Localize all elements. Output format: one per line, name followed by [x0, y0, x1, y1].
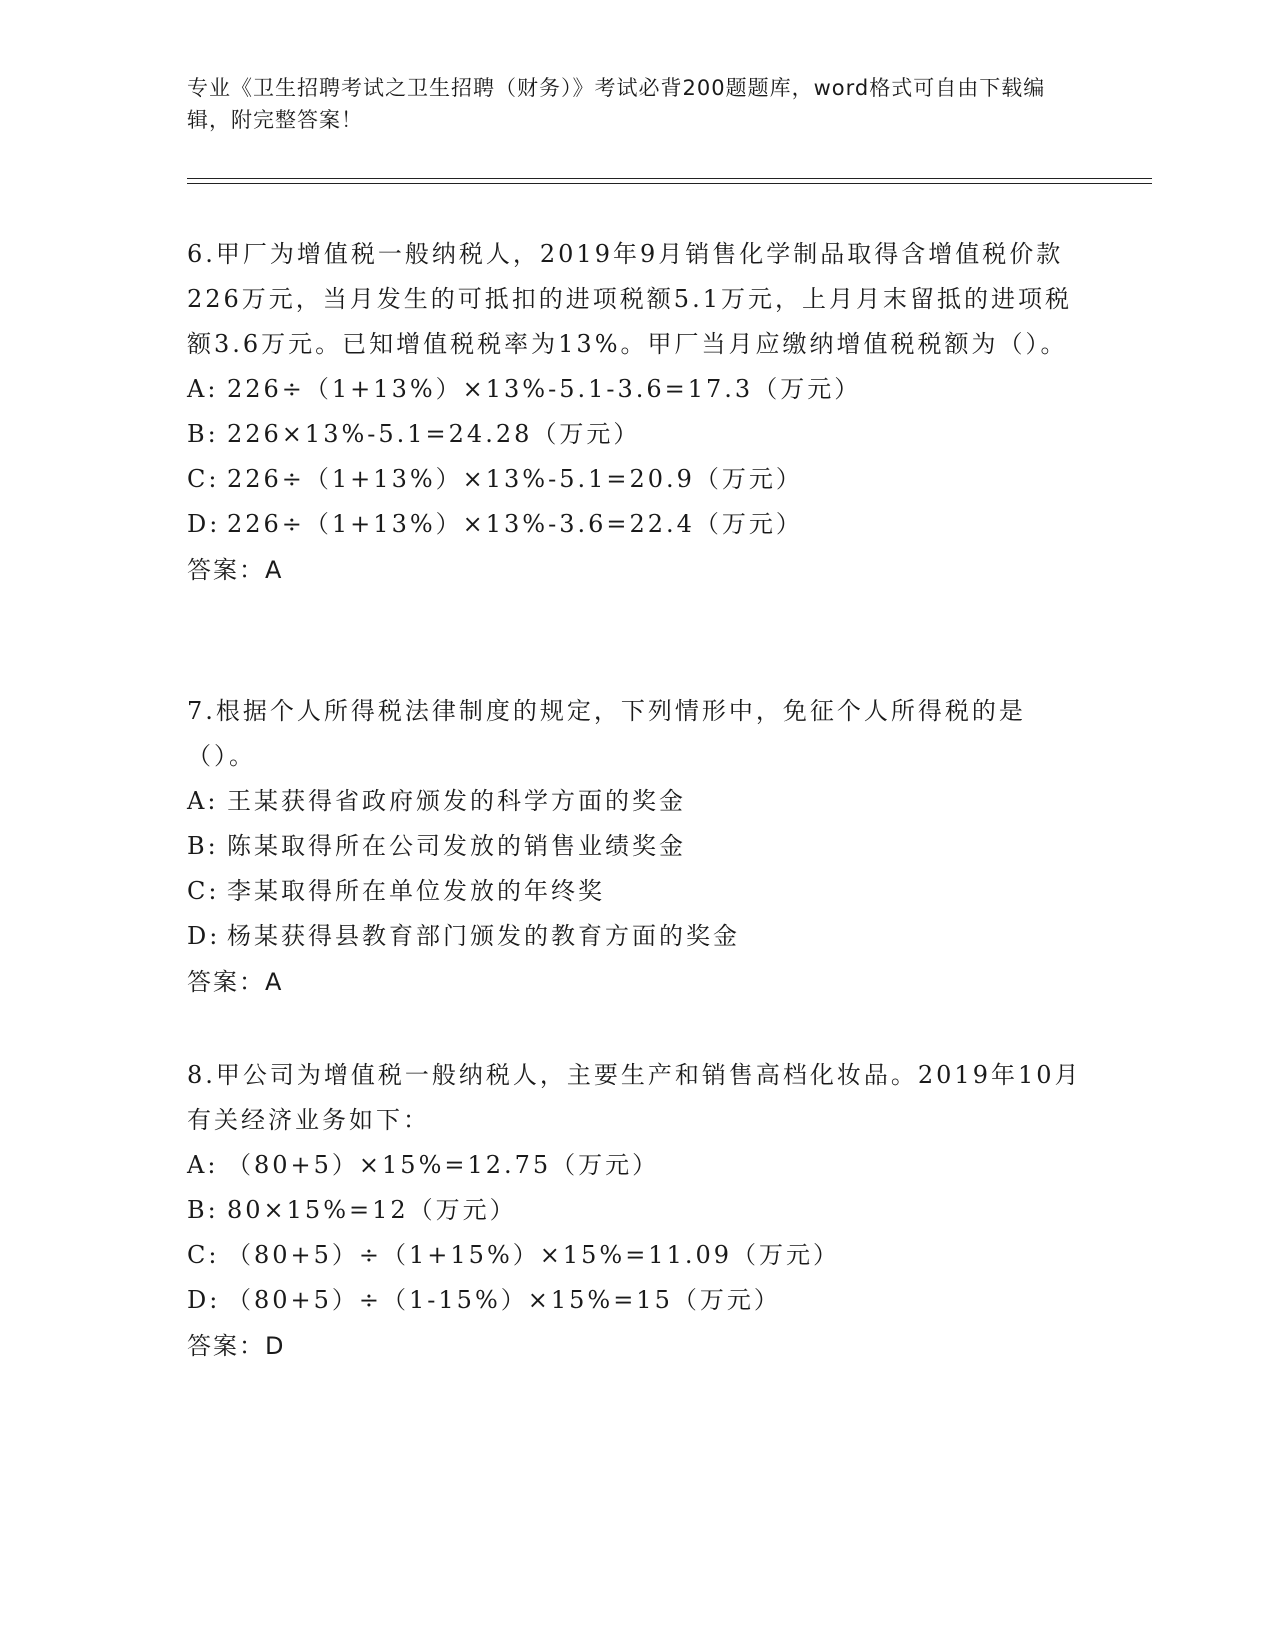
- option-c: [187, 457, 1087, 502]
- option-key: B:: [187, 420, 219, 448]
- option-key: B:: [187, 832, 219, 860]
- answer-line: 答案：D: [187, 1332, 286, 1360]
- option-key: A:: [187, 787, 219, 815]
- document-header: 专业《卫生招聘考试之卫生招聘（财务）》考试必背200题题库，word格式可自由下载编辑，附完整答案！: [187, 76, 1046, 132]
- option-b: [187, 1188, 1087, 1233]
- option-key: D:: [187, 510, 221, 538]
- option-text: 226×13%-5.1=24.28（万元）: [227, 420, 641, 448]
- option-a: [187, 367, 1087, 412]
- header-divider-top: [187, 178, 1152, 179]
- option-a: [187, 779, 1087, 824]
- option-text: 80×15%=12（万元）: [227, 1196, 517, 1224]
- option-key: B:: [187, 1196, 219, 1224]
- option-text: 王某获得省政府颁发的科学方面的奖金: [227, 787, 686, 815]
- option-key: C:: [187, 1241, 220, 1269]
- option-text: 杨某获得县教育部门颁发的教育方面的奖金: [227, 922, 740, 950]
- option-key: D:: [187, 1286, 221, 1314]
- option-key: D:: [187, 922, 221, 950]
- option-text: 226÷（1+13%）×13%-5.1-3.6=17.3（万元）: [227, 375, 862, 403]
- option-text: 李某取得所在单位发放的年终奖: [227, 877, 605, 905]
- option-d: [187, 502, 1087, 547]
- option-text: 226÷（1+13%）×13%-3.6=22.4（万元）: [227, 510, 803, 538]
- question-8: [187, 1053, 1087, 1369]
- question-text: 6.甲厂为增值税一般纳税人，2019年9月销售化学制品取得含增值税价款226万元，当月发生的可抵扣的进项税额5.1万元，上月月末留抵的进项税额3.6万元。已知增值税税率为13%。甲厂当月应缴纳增值税税额为（）。: [187, 240, 1072, 358]
- option-text: 226÷（1+13%）×13%-5.1=20.9（万元）: [227, 465, 803, 493]
- option-d: [187, 914, 1087, 959]
- question-6: [187, 232, 1087, 593]
- option-text: （80+5）÷（1+15%）×15%=11.09（万元）: [227, 1241, 841, 1269]
- option-d: [187, 1278, 1087, 1323]
- option-key: A:: [187, 375, 219, 403]
- option-key: C:: [187, 877, 220, 905]
- option-key: A:: [187, 1151, 219, 1179]
- answer-line: 答案：A: [187, 556, 284, 584]
- question-7: [187, 689, 1087, 1005]
- header-divider-bottom: [187, 183, 1152, 184]
- question-text: 8.甲公司为增值税一般纳税人，主要生产和销售高档化妆品。2019年10月有关经济业务如下：: [187, 1061, 1082, 1134]
- option-key: C:: [187, 465, 220, 493]
- option-c: [187, 869, 1087, 914]
- option-text: （80+5）÷（1-15%）×15%=15（万元）: [227, 1286, 781, 1314]
- option-b: [187, 824, 1087, 869]
- option-text: （80+5）×15%=12.75（万元）: [227, 1151, 660, 1179]
- option-text: 陈某取得所在公司发放的销售业绩奖金: [227, 832, 686, 860]
- answer-line: 答案：A: [187, 968, 284, 996]
- question-text: 7.根据个人所得税法律制度的规定，下列情形中，免征个人所得税的是（）。: [187, 697, 1026, 770]
- option-b: [187, 412, 1087, 457]
- option-c: [187, 1233, 1087, 1278]
- option-a: [187, 1143, 1087, 1188]
